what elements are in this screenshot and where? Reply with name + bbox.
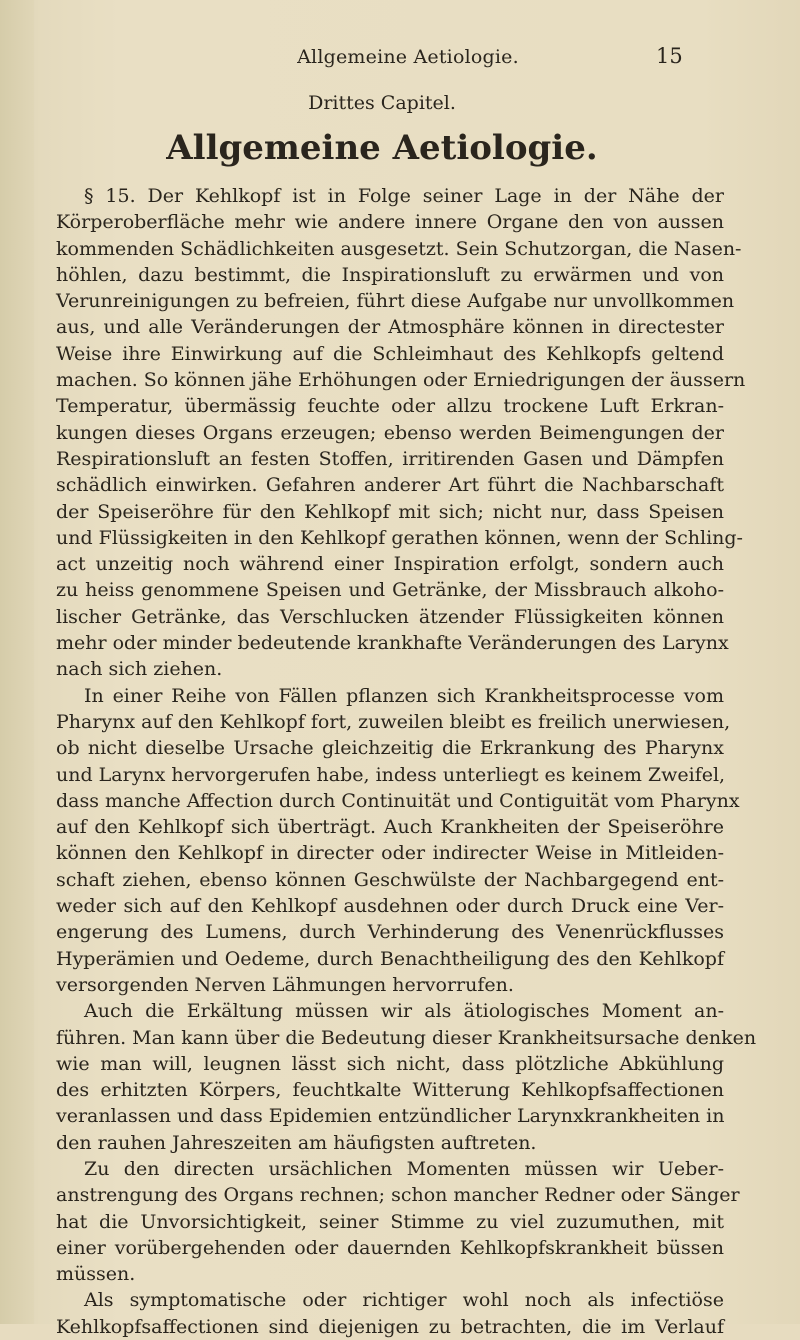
text-line: Verunreinigungen zu befreien, führt diese Aufgabe nur unvollkommen	[56, 290, 735, 313]
text-line: lischer Getränke, das Verschlucken ätzender Flüssigkeiten können	[56, 605, 724, 628]
text-line: machen. So können jähe Erhöhungen oder Erniedrigungen der äussern	[56, 369, 746, 392]
text-line: Temperatur, übermässig feuchte oder allzu trockene Luft Erkran-	[56, 395, 724, 418]
text-line: Als symptomatische oder richtiger wohl noch als infectiöse	[84, 1289, 724, 1312]
text-line: versorgenden Nerven Lähmungen hervorrufen.	[56, 973, 514, 996]
text-line: dass manche Affection durch Continuität und Contiguität vom Pharynx	[56, 789, 740, 812]
text-line: Auch die Erkältung müssen wir als ätiologisches Moment an-	[84, 1000, 724, 1023]
text-line: müssen.	[56, 1263, 136, 1286]
text-line: führen. Man kann über die Bedeutung dieser Krankheitsursache denken	[56, 1026, 757, 1049]
section-title: Allgemeine Aetiologie.	[166, 128, 598, 168]
text-line: höhlen, dazu bestimmt, die Inspirationsluft zu erwärmen und von	[56, 263, 724, 286]
text-line: den rauhen Jahreszeiten am häufigsten auftreten.	[56, 1131, 537, 1154]
text-line: Kehlkopfsaffectionen sind diejenigen zu betrachten, die im Verlauf	[56, 1315, 724, 1338]
text-line: der Speiseröhre für den Kehlkopf mit sich; nicht nur, dass Speisen	[56, 500, 724, 523]
page-gutter	[0, 0, 34, 1324]
text-line: kungen dieses Organs erzeugen; ebenso werden Beimengungen der	[56, 421, 724, 444]
text-line: des erhitzten Körpers, feuchtkalte Witterung Kehlkopfsaffectionen	[56, 1079, 724, 1102]
text-line: § 15. Der Kehlkopf ist in Folge seiner Lage in der Nähe der	[84, 185, 724, 207]
page-number: 15	[656, 44, 683, 68]
text-line: wie man will, leugnen lässt sich nicht, dass plötzliche Abkühlung	[56, 1052, 724, 1075]
text-line: In einer Reihe von Fällen pflanzen sich Krankheitsprocesse vom	[84, 684, 724, 707]
text-line: weder sich auf den Kehlkopf ausdehnen oder durch Druck eine Ver-	[56, 895, 724, 918]
text-line: hat die Unvorsichtigkeit, seiner Stimme zu viel zuzumuthen, mit	[56, 1210, 724, 1233]
text-line: Respirationsluft an festen Stoffen, irritirenden Gasen und Dämpfen	[56, 447, 724, 470]
text-line: Pharynx auf den Kehlkopf fort, zuweilen bleibt es freilich unerwiesen,	[56, 710, 731, 733]
running-head: Allgemeine Aetiologie.	[297, 46, 519, 68]
text-line: veranlassen und dass Epidemien entzündlicher Larynxkrankheiten in	[56, 1105, 725, 1128]
text-line: Körperoberfläche mehr wie andere innere Organe den von aussen	[56, 211, 724, 234]
text-line: Weise ihre Einwirkung auf die Schleimhaut des Kehlkopfs geltend	[56, 342, 724, 365]
text-line: einer vorübergehenden oder dauernden Kehlkopfskrankheit büssen	[56, 1236, 724, 1259]
text-line: und Flüssigkeiten in den Kehlkopf gerathen können, wenn der Schling-	[56, 526, 743, 549]
text-line: nach sich ziehen.	[56, 658, 223, 681]
text-line: zu heiss genommene Speisen und Getränke, der Missbrauch alkoho-	[56, 579, 724, 602]
text-line: act unzeitig noch während einer Inspiration erfolgt, sondern auch	[56, 553, 724, 576]
text-line: können den Kehlkopf in directer oder indirecter Weise in Mitleiden-	[56, 842, 724, 865]
text-line: kommenden Schädlichkeiten ausgesetzt. Sein Schutzorgan, die Nasen-	[56, 237, 742, 260]
text-line: ob nicht dieselbe Ursache gleichzeitig die Erkrankung des Pharynx	[56, 737, 724, 760]
text-line: schädlich einwirken. Gefahren anderer Art führt die Nachbarschaft	[56, 474, 724, 497]
chapter-heading: Drittes Capitel.	[308, 92, 456, 114]
text-line: aus, und alle Veränderungen der Atmosphäre können in directester	[56, 316, 724, 339]
text-line: Hyperämien und Oedeme, durch Benachtheiligung des den Kehlkopf	[56, 947, 724, 970]
text-line: engerung des Lumens, durch Verhinderung des Venenrückflusses	[56, 921, 724, 944]
text-line: und Larynx hervorgerufen habe, indess unterliegt es keinem Zweifel,	[56, 763, 726, 786]
text-line: auf den Kehlkopf sich überträgt. Auch Krankheiten der Speiseröhre	[56, 816, 724, 839]
text-line: schaft ziehen, ebenso können Geschwülste der Nachbargegend ent-	[56, 868, 724, 891]
text-line: anstrengung des Organs rechnen; schon mancher Redner oder Sänger	[56, 1184, 740, 1207]
body-text	[56, 183, 757, 1340]
text-line: Zu den directen ursächlichen Momenten müssen wir Ueber-	[84, 1157, 724, 1180]
text-line: mehr oder minder bedeutende krankhafte Veränderungen des Larynx	[56, 632, 729, 655]
